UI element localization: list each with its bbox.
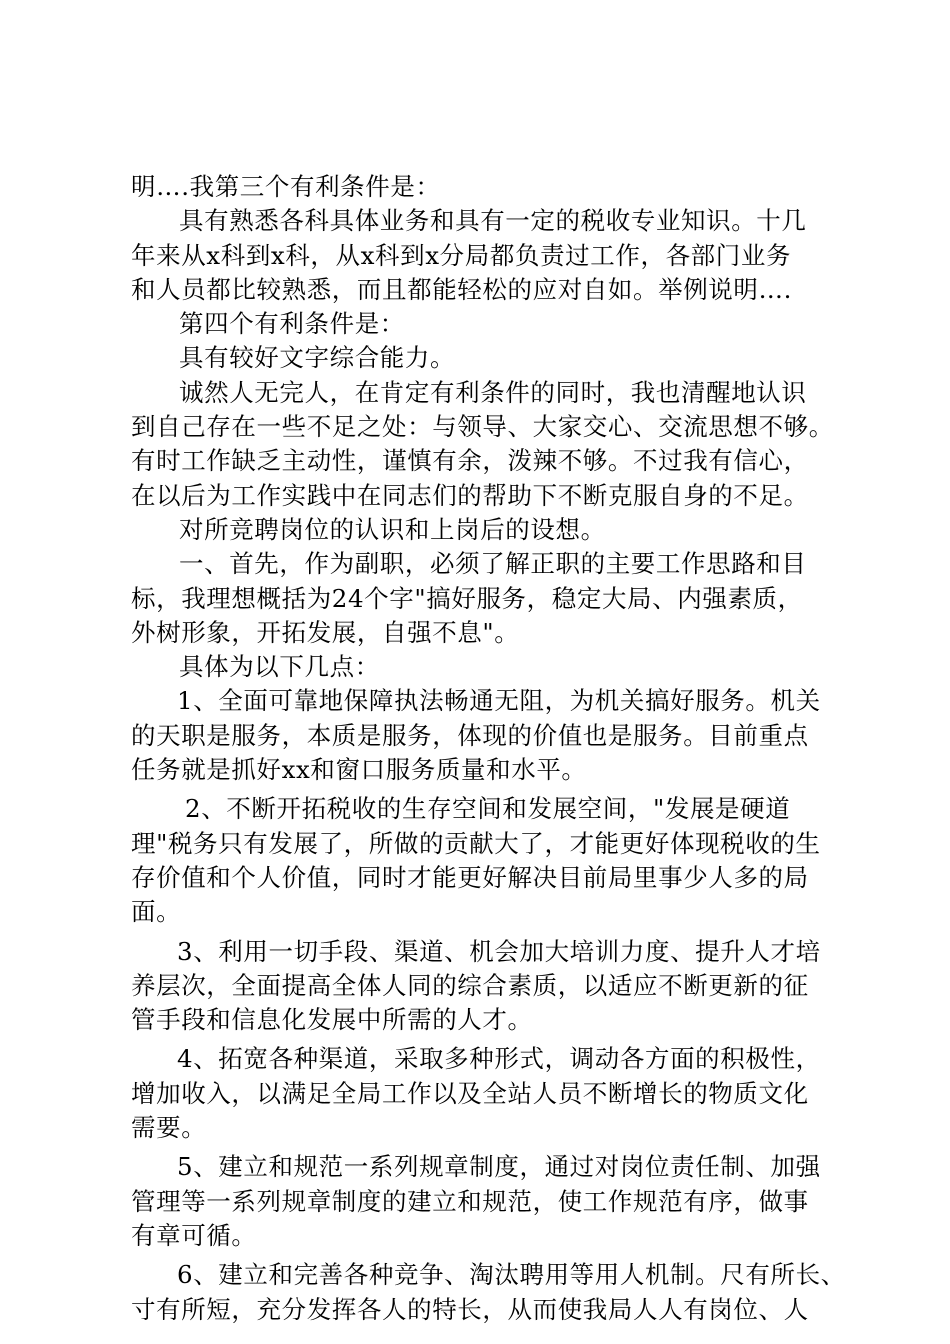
text-line: 标，我理想概括为24个字"搞好服务，稳定大局、内强素质， <box>131 583 803 613</box>
text-line: 年来从x科到x科，从x科到x分局都负责过工作，各部门业务 <box>131 240 792 270</box>
text-line: 第四个有利条件是： <box>179 309 405 339</box>
text-line: 在以后为工作实践中在同志们的帮助下不断克服自身的不足。 <box>131 480 809 510</box>
text-line: 4、拓宽各种渠道，采取多种形式，调动各方面的积极性， <box>177 1044 821 1074</box>
text-line: 管理等一系列规章制度的建立和规范，使工作规范有序，做事 <box>131 1186 809 1216</box>
text-line: 养层次，全面提高全体人同的综合素质，以适应不断更新的征 <box>131 970 809 1000</box>
text-line: 有章可循。 <box>131 1220 257 1250</box>
text-line: 任务就是抓好xx和窗口服务质量和水平。 <box>131 755 587 785</box>
text-line: 寸有所短，充分发挥各人的特长，从而使我局人人有岗位、人 <box>131 1294 809 1324</box>
text-line: 具有熟悉各科具体业务和具有一定的税收专业知识。十几 <box>179 206 807 236</box>
text-line: 6、建立和完善各种竞争、淘汰聘用等用人机制。尺有所长、 <box>177 1260 846 1290</box>
text-line: 有时工作缺乏主动性，谨慎有余，泼辣不够。不过我有信心， <box>131 446 809 476</box>
text-line: 外树形象，开拓发展，自强不息"。 <box>131 617 520 647</box>
text-line: 需要。 <box>131 1113 207 1143</box>
text-line: 具体为以下几点： <box>179 652 380 682</box>
text-line: 管手段和信息化发展中所需的人才。 <box>131 1005 533 1035</box>
text-line: 到自己存在一些不足之处：与领导、大家交心、交流思想不够。 <box>131 412 834 442</box>
text-line: 诚然人无完人，在肯定有利条件的同时，我也清醒地认识 <box>179 377 807 407</box>
text-line: 明….我第三个有利条件是： <box>131 172 441 201</box>
text-line: 一、首先，作为副职，必须了解正职的主要工作思路和目 <box>179 549 807 579</box>
text-line: 增加收入，以满足全局工作以及全站人员不断增长的物质文化 <box>131 1078 809 1108</box>
text-line: 对所竞聘岗位的认识和上岗后的设想。 <box>179 514 606 544</box>
text-line: 存价值和个人价值，同时才能更好解决目前局里事少人多的局 <box>131 862 809 892</box>
text-line: 理"税务只有发展了，所做的贡献大了，才能更好体现税收的生 <box>131 828 821 858</box>
text-line: 和人员都比较熟悉，而且都能轻松的应对自如。举例说明…. <box>131 274 792 304</box>
text-line: 3、利用一切手段、渠道、机会加大培训力度、提升人才培 <box>177 936 821 966</box>
text-line: 面。 <box>131 897 182 927</box>
text-line: 1、全面可靠地保障执法畅通无阻，为机关搞好服务。机关 <box>177 686 821 716</box>
text-line: 具有较好文字综合能力。 <box>179 343 456 373</box>
text-line: 2、不断开拓税收的生存空间和发展空间，"发展是硬道 <box>185 794 791 824</box>
text-line: 的天职是服务，本质是服务，体现的价值也是服务。目前重点 <box>131 720 809 750</box>
text-line: 5、建立和规范一系列规章制度，通过对岗位责任制、加强 <box>177 1152 821 1182</box>
document-body <box>131 170 846 1327</box>
